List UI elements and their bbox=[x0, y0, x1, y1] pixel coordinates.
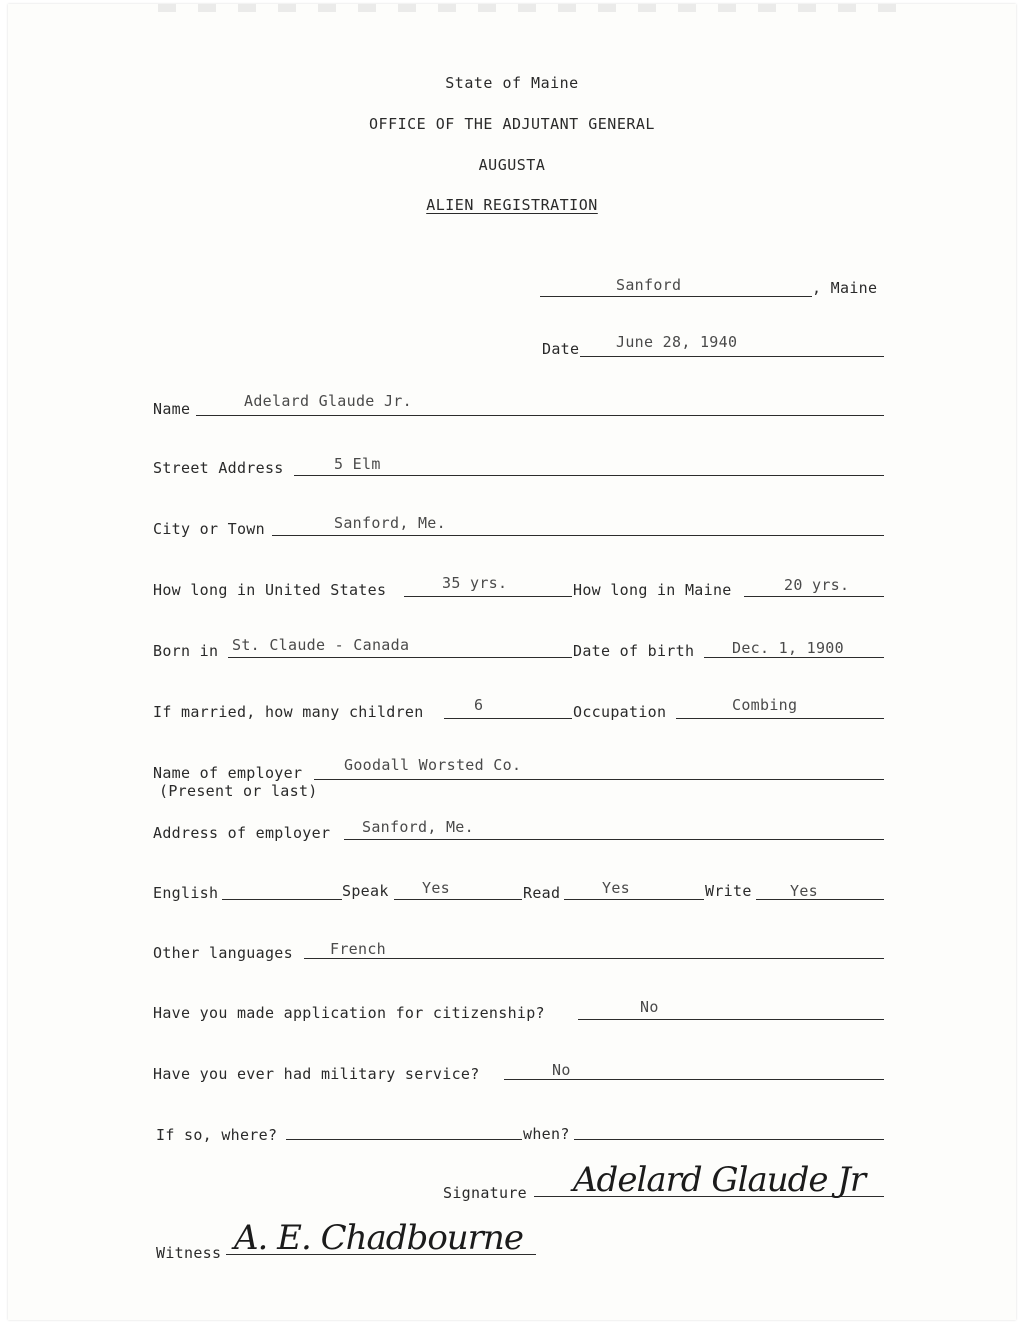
how-long-maine-line bbox=[744, 596, 884, 597]
signature-label: Signature bbox=[443, 1184, 527, 1202]
military-label: Have you ever had military service? bbox=[153, 1065, 480, 1083]
date-value[interactable]: June 28, 1940 bbox=[616, 333, 738, 351]
maine-label: , Maine bbox=[812, 279, 878, 297]
english-line bbox=[222, 899, 342, 900]
name-value[interactable]: Adelard Glaude Jr. bbox=[244, 392, 412, 410]
read-label: Read bbox=[523, 884, 561, 902]
city-value[interactable]: Sanford, Me. bbox=[334, 514, 446, 532]
signature-handwriting[interactable]: Adelard Glaude Jr bbox=[573, 1160, 866, 1200]
employer-address-value[interactable]: Sanford, Me. bbox=[362, 818, 474, 836]
write-value[interactable]: Yes bbox=[790, 882, 818, 900]
employer-line bbox=[314, 779, 884, 780]
occupation-value[interactable]: Combing bbox=[732, 696, 798, 714]
city-line bbox=[272, 535, 884, 536]
read-line bbox=[564, 899, 704, 900]
employer-value[interactable]: Goodall Worsted Co. bbox=[344, 756, 522, 774]
children-line bbox=[444, 718, 572, 719]
write-label: Write bbox=[705, 882, 752, 900]
witness-handwriting[interactable]: A. E. Chadbourne bbox=[234, 1218, 523, 1258]
how-long-us-value[interactable]: 35 yrs. bbox=[442, 574, 508, 592]
children-label: If married, how many children bbox=[153, 703, 424, 721]
date-of-birth-line bbox=[704, 657, 884, 658]
born-in-line bbox=[228, 657, 572, 658]
born-in-label: Born in bbox=[153, 642, 219, 660]
employer-label: Name of employer bbox=[153, 764, 303, 782]
header-office: OFFICE OF THE ADJUTANT GENERAL bbox=[369, 115, 655, 133]
employer-address-label: Address of employer bbox=[153, 824, 331, 842]
write-line bbox=[756, 899, 884, 900]
speak-line bbox=[394, 899, 522, 900]
occupation-line bbox=[676, 718, 884, 719]
how-long-maine-label: How long in Maine bbox=[573, 581, 732, 599]
citizenship-label: Have you made application for citizenship? bbox=[153, 1004, 545, 1022]
date-line bbox=[580, 356, 884, 357]
children-value[interactable]: 6 bbox=[474, 696, 484, 714]
name-line bbox=[196, 415, 884, 416]
header-city: AUGUSTA bbox=[478, 156, 546, 174]
speak-value[interactable]: Yes bbox=[422, 879, 450, 897]
where-line bbox=[286, 1139, 522, 1140]
military-value[interactable]: No bbox=[552, 1061, 571, 1079]
header-state: State of Maine bbox=[445, 74, 579, 92]
speak-label: Speak bbox=[342, 882, 389, 900]
how-long-us-line bbox=[404, 596, 572, 597]
born-in-value[interactable]: St. Claude - Canada bbox=[232, 636, 410, 654]
when-label: when? bbox=[523, 1125, 570, 1143]
read-value[interactable]: Yes bbox=[602, 879, 630, 897]
military-line bbox=[504, 1079, 884, 1080]
form-page bbox=[8, 4, 1016, 1320]
form-title bbox=[8, 196, 1016, 214]
employer-note: (Present or last) bbox=[159, 782, 318, 800]
street-value[interactable]: 5 Elm bbox=[334, 455, 381, 473]
city-label: City or Town bbox=[153, 520, 265, 538]
how-long-us-label: How long in United States bbox=[153, 581, 387, 599]
scan-edge-artifact bbox=[158, 4, 918, 12]
other-languages-label: Other languages bbox=[153, 944, 293, 962]
english-label: English bbox=[153, 884, 219, 902]
form-title-text: ALIEN REGISTRATION bbox=[426, 196, 598, 214]
when-line bbox=[574, 1139, 884, 1140]
other-languages-value[interactable]: French bbox=[330, 940, 386, 958]
citizenship-value[interactable]: No bbox=[640, 998, 659, 1016]
street-label: Street Address bbox=[153, 459, 284, 477]
town-value[interactable]: Sanford bbox=[616, 276, 682, 294]
occupation-label: Occupation bbox=[573, 703, 667, 721]
witness-label: Witness bbox=[156, 1244, 222, 1262]
date-of-birth-label: Date of birth bbox=[573, 642, 695, 660]
town-line bbox=[540, 296, 812, 297]
where-label: If so, where? bbox=[156, 1126, 278, 1144]
other-languages-line bbox=[304, 958, 884, 959]
name-label: Name bbox=[153, 400, 191, 418]
street-line bbox=[294, 475, 884, 476]
employer-address-line bbox=[344, 839, 884, 840]
citizenship-line bbox=[578, 1019, 884, 1020]
date-label: Date bbox=[542, 340, 580, 358]
how-long-maine-value[interactable]: 20 yrs. bbox=[784, 576, 850, 594]
date-of-birth-value[interactable]: Dec. 1, 1900 bbox=[732, 639, 844, 657]
